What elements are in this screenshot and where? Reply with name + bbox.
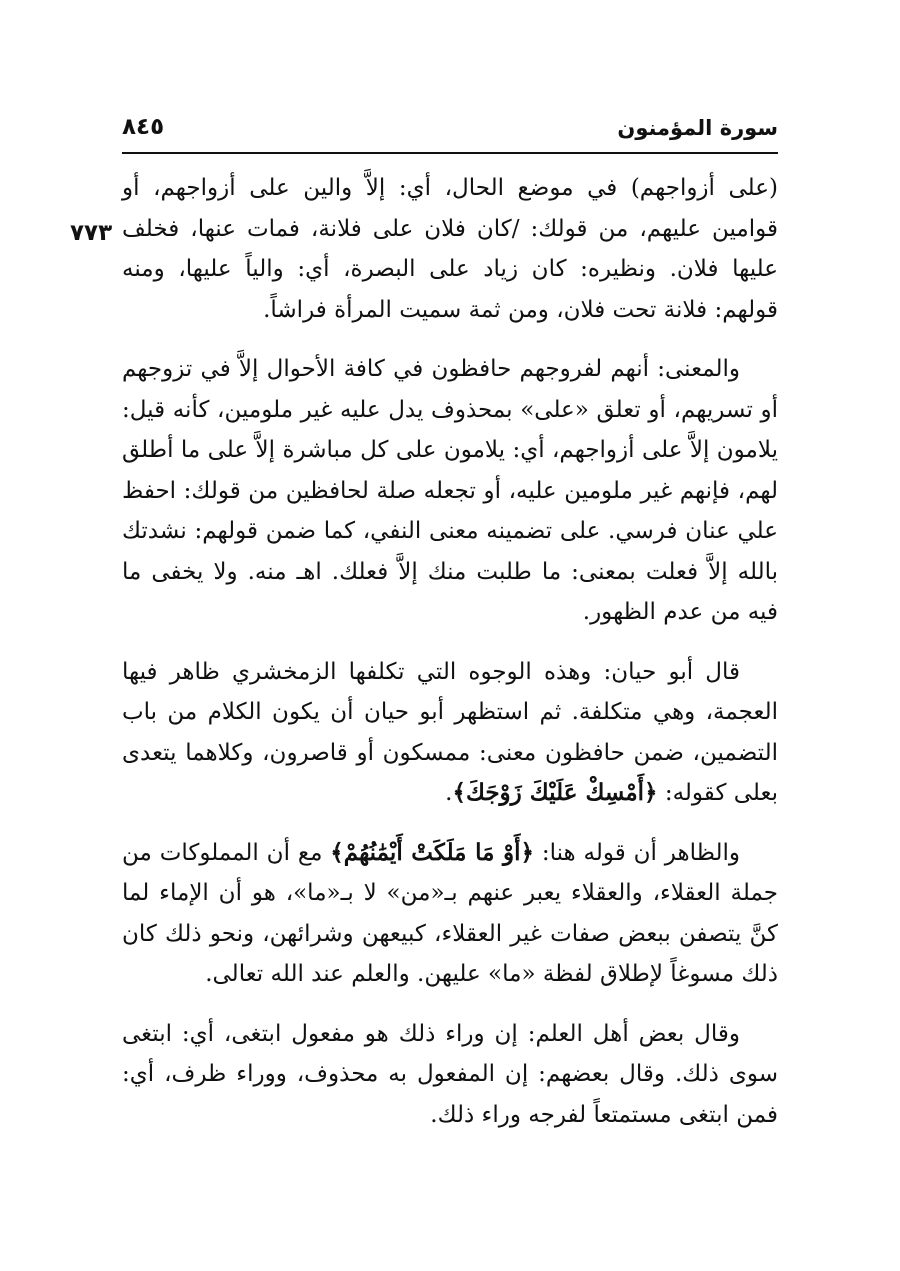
paragraph-3: [122, 652, 778, 814]
paragraph-4-text: والظاهر أن قوله هنا:: [533, 839, 741, 866]
quran-quote: ﴿أَمْسِكْ عَلَيْكَ زَوْجَكَ﴾: [452, 779, 658, 806]
paragraph-4: [122, 833, 778, 995]
paragraph-5: وقال بعض أهل العلم: إن وراء ذلك هو مفعول ابتغى، أي: ابتغى سوى ذلك. وقال بعضهم: إن المفعول به محذوف، ووراء ظرف، أي: فمن ابتغى مستمتعاً لفرجه وراء ذلك.: [122, 1020, 778, 1128]
quran-quote: ﴿أَوْ مَا مَلَكَتْ أَيْمَٰنُهُمْ﴾: [330, 838, 534, 866]
paragraph-2: والمعنى: أنهم لفروجهم حافظون في كافة الأحوال إلاَّ في تزوجهم أو تسريهم، أو تعلق «على» بمحذوف يدل عليه غير ملومين، كأنه قيل: يلامون إلاَّ على أزواجهم، أي: يلامون على كل مباشرة إلاَّ على ما أطلق لهم، فإنهم غير ملومين عليه، أو تجعله صلة لحافظين من قولك: احفظ علي عنان فرسي. على تضمينه معنى النفي، كما ضمن قولهم: نشدتك بالله إلاَّ فعلت بمعنى: ما طلبت منك إلاَّ فعلك. اهـ منه. ولا يخفى ما فيه من عدم الظهور.: [122, 356, 778, 625]
margin-page-marker: ٧٧٣: [70, 220, 113, 246]
paragraph-4-rest: مع أن المملوكات من جملة العقلاء، والعقلاء يعبر عنهم بـ«من» لا بـ«ما»، هو أن الإماء لما كنَّ يتصفن ببعض صفات غير العقلاء، كبيعهن وشرائهن، ونحو ذلك كان ذلك مسوغاً لإطلاق لفظة «ما» عليهن. والعلم عند الله تعالى.: [122, 839, 778, 987]
body-text: [122, 168, 778, 1154]
header-divider: [122, 152, 778, 154]
page-header: [122, 112, 778, 148]
paragraph-1: (على أزواجهم) في موضع الحال، أي: إلاَّ والين على أزواجهم، أو قوامين عليهم، من قولك: /كان فلان على فلانة، فمات عنها، فخلف عليها فلان. ونظيره: كان زياد على البصرة، أي: والياً عليها، ومنه قولهم: فلانة تحت فلان، ومن ثمة سميت المرأة فراشاً.: [122, 175, 778, 323]
surah-title: سورة المؤمنون: [617, 116, 778, 140]
paragraph-3-text: قال أبو حيان: وهذه الوجوه التي تكلفها الزمخشري ظاهر فيها العجمة، وهي متكلفة. ثم استظهر أبو حيان أن يكون الكلام من باب التضمين، ضمن حافظون معنى: ممسكون أو قاصرون، وكلاهما يتعدى بعلى كقوله:: [122, 658, 778, 806]
page-number: ٨٤٥: [122, 114, 165, 140]
paragraph-3-end: .: [445, 780, 453, 806]
